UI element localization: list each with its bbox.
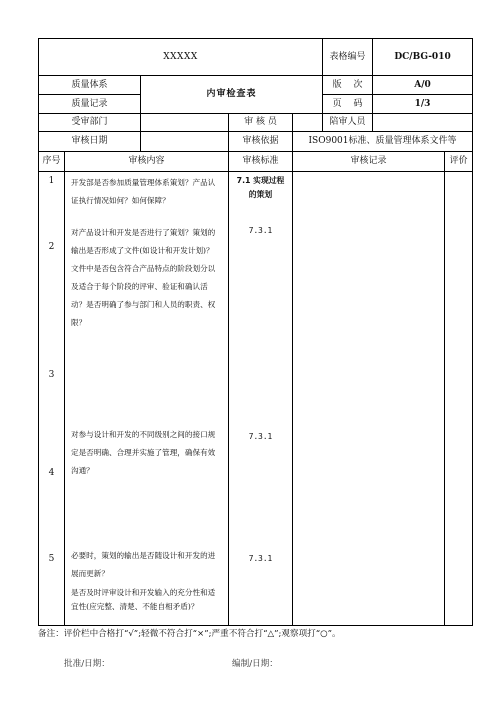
standard-2: 7.3.1 (248, 226, 273, 235)
seq-2: 2 (48, 242, 55, 252)
col-record: 审核记录 (293, 152, 445, 172)
approve-label: 批准/日期： (64, 659, 110, 669)
page-title: 内审检查表 (141, 76, 323, 114)
prepare-label: 编制/日期： (232, 659, 278, 669)
col-standard: 审核标准 (229, 152, 293, 172)
standard-4: 7.3.1 (248, 432, 273, 441)
date-value[interactable] (141, 132, 229, 152)
seq-3: 3 (48, 370, 55, 380)
eval-area[interactable] (445, 172, 473, 626)
auditor-value[interactable] (293, 114, 323, 132)
escort-value[interactable] (373, 114, 473, 132)
seq-column (39, 172, 65, 626)
question-1: 开发部是否参加质量管理体系策划？产品认证执行情况如何？如何保障？ (71, 178, 216, 205)
basis-value: ISO9001标准、质量管理体系文件等 (293, 132, 473, 152)
footer-note: 备注：评价栏中合格打“√”;轻微不符合打“×”;严重不符合打“△”;观察项打“○”。 (38, 629, 341, 639)
standard-column (229, 172, 293, 626)
question-2: 对产品设计和开发是否进行了策划？策划的输出是否形成了文件(如设计和开发计划)？文件中是否包含符合产品特点的阶段划分以及适合于每个阶段的评审、验证和确认活动？是否明确了参与部门和人员的职责、权限？ (71, 228, 216, 327)
question-5b: 是否及时评审设计和开发输入的充分性和适宜性(应完整、清楚、不能自相矛盾)？ (71, 588, 216, 611)
form-table (38, 38, 473, 626)
col-seq: 序号 (39, 152, 65, 172)
standard-5: 7.3.1 (248, 554, 273, 563)
seq-4: 4 (48, 468, 55, 478)
col-eval: 评价 (445, 152, 473, 172)
version-value: A/0 (373, 76, 473, 95)
seq-1: 1 (48, 176, 55, 186)
question-5a: 必要时，策划的输出是否随设计和开发的进展而更新？ (71, 551, 216, 578)
system-label: 质量体系 (39, 76, 141, 95)
dept-label: 受审部门 (39, 114, 141, 132)
seq-5: 5 (48, 554, 55, 564)
date-label: 审核日期 (39, 132, 141, 152)
basis-label: 审核依据 (229, 132, 293, 152)
standard-1: 7.1 实现过程的策划 (236, 176, 285, 199)
auditor-label: 审 核 员 (229, 114, 293, 132)
question-4: 对参与设计和开发的不同级别之间的接口规定是否明确、合理并实施了管理，确保有效沟通？ (71, 430, 216, 475)
record-label: 质量记录 (39, 95, 141, 114)
dept-value[interactable] (141, 114, 229, 132)
escort-label: 陪审人员 (323, 114, 373, 132)
col-content: 审核内容 (65, 152, 229, 172)
content-column (65, 172, 229, 626)
form-no-label: 表格编号 (323, 39, 373, 76)
form-no-value: DC/BG-010 (373, 39, 473, 76)
version-label: 版 次 (323, 76, 373, 95)
page-value: 1/3 (373, 95, 473, 114)
page-label: 页 码 (323, 95, 373, 114)
record-area[interactable] (293, 172, 445, 626)
audit-checklist-form (38, 38, 472, 626)
company-code: XXXXX (39, 39, 323, 76)
